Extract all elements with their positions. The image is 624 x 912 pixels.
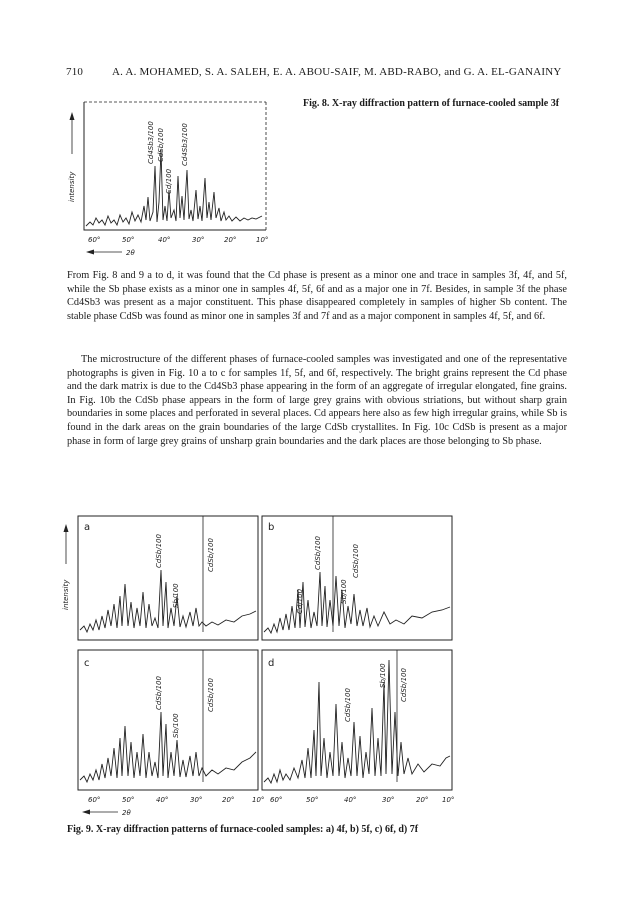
peak-label: Sb/100 [172, 713, 180, 738]
peak-label: CdSb/100 [155, 534, 163, 568]
x-tick: 30° [190, 796, 203, 804]
page-number: 710 [66, 66, 84, 78]
fig9-x-label: 2θ [122, 809, 131, 817]
x-tick: 10° [442, 796, 455, 804]
fig8-caption: Fig. 8. X-ray diffraction pattern of furnace-cooled sample 3f [303, 98, 560, 109]
fig8-y-arrow [70, 112, 75, 154]
running-header [66, 66, 566, 78]
fig9-y-label: intensity [62, 579, 70, 610]
peak-label: CdSb/100 [344, 688, 352, 722]
fig8-x-arrow [86, 250, 122, 255]
fig9-x-arrow [82, 810, 118, 815]
fig8-trace [86, 150, 262, 226]
x-tick: 40° [156, 796, 169, 804]
x-tick: 50° [122, 796, 135, 804]
x-tick: 40° [158, 236, 171, 244]
panel-tag: a [84, 522, 91, 533]
fig9-panel-c [78, 650, 258, 790]
trace-c [80, 712, 256, 782]
author-line: A. A. MOHAMED, S. A. SALEH, E. A. ABOU-SAIF, M. ABD-RABO, and G. A. EL-GANAINY [112, 66, 562, 78]
fig8-x-ticks [88, 236, 268, 244]
x-tick: 60° [88, 236, 101, 244]
body-paragraph: The microstructure of the different phases of furnace-cooled samples was investigated and one of the representative photographs is given in Fig. 10 a to c for samples 1f, 5f, and 6f, respectively. The bright grains represent the Cd phase and the dark matrix is due to the Cd4Sb3 phase appearing in the form of an aggregate of irregular elongated, fine grains. In Fig. 10b the CdSb phase appears in the form of large grey grains with obvious striations, but without sharp grain boundaries in some places and perforated in several places. Cd appears here also as few high irregular grains, while Sb is found in the dark areas on the grain boundaries of the large CdSb crystallites. In Fig. 10c CdSb is present as a major phase in form of large grey grains of unsharp grain boundaries and the dark places are those belonging to Sb phase. [67, 354, 567, 447]
fig9-caption: Fig. 9. X-ray diffraction patterns of furnace-cooled samples: a) 4f, b) 5f, c) 6f, d) 7f [67, 824, 419, 835]
fig9-panel-a [78, 516, 258, 640]
x-tick: 30° [192, 236, 205, 244]
x-tick: 30° [382, 796, 395, 804]
x-tick: 20° [416, 796, 429, 804]
panel-tag: c [84, 658, 90, 669]
peak-label: Sb/100 [379, 663, 387, 688]
fig8-peak-label: Cd/100 [165, 168, 173, 194]
peak-label: CdSb/100 [207, 678, 215, 712]
peak-label: CdSb/100 [352, 544, 360, 578]
fig8-peak-label: Cd4Sb3/100 [147, 121, 155, 164]
fig9-chart [56, 512, 456, 820]
fig8-peak-label: CdSb/100 [157, 128, 165, 162]
x-tick: 60° [270, 796, 283, 804]
trace-b [264, 572, 450, 633]
fig8-peak-label: Cd4Sb3/100 [181, 123, 189, 166]
fig9-panel-d [262, 650, 452, 790]
fig9-panel-b [262, 516, 452, 640]
fig9-x-ticks-right [270, 796, 454, 804]
fig9-x-ticks-left [88, 796, 264, 804]
fig9-y-arrow [64, 524, 69, 564]
trace-a [80, 570, 256, 632]
x-tick: 50° [122, 236, 135, 244]
fig8-y-label: intensity [68, 171, 76, 202]
panel-tag: b [268, 522, 275, 533]
x-tick: 20° [224, 236, 237, 244]
x-tick: 60° [88, 796, 101, 804]
body-paragraph: From Fig. 8 and 9 a to d, it was found that the Cd phase is present as a minor one and trace in samples 3f, 4f, and 5f, while the Sb phase exists as a minor one in samples 4f, 5f, 6f and as a major one in 7f. Besides, in sample 3f the phase Cd4Sb3 was present as a major constituent. This phase disappeared completely in samples of higher Sb content. The stable phase CdSb was found as minor one in samples 3f and 7f and as a major component in samples 4f, 5f, and 6f. [67, 270, 567, 322]
peak-label: CdSb/100 [155, 676, 163, 710]
x-tick: 20° [222, 796, 235, 804]
peak-label: CdSb/100 [207, 538, 215, 572]
x-tick: 10° [256, 236, 269, 244]
x-tick: 50° [306, 796, 319, 804]
peak-label: CdSb/100 [400, 668, 408, 702]
peak-label: Cd/100 [296, 588, 304, 614]
trace-d [264, 660, 450, 783]
fig8-frame [84, 102, 266, 230]
fig8-x-label: 2θ [126, 249, 135, 257]
peak-label: Sb/100 [172, 583, 180, 608]
peak-label: Sb/100 [340, 579, 348, 604]
x-tick: 10° [252, 796, 265, 804]
fig8-chart [66, 94, 286, 264]
panel-tag: d [268, 658, 275, 669]
x-tick: 40° [344, 796, 357, 804]
peak-label: CdSb/100 [314, 536, 322, 570]
